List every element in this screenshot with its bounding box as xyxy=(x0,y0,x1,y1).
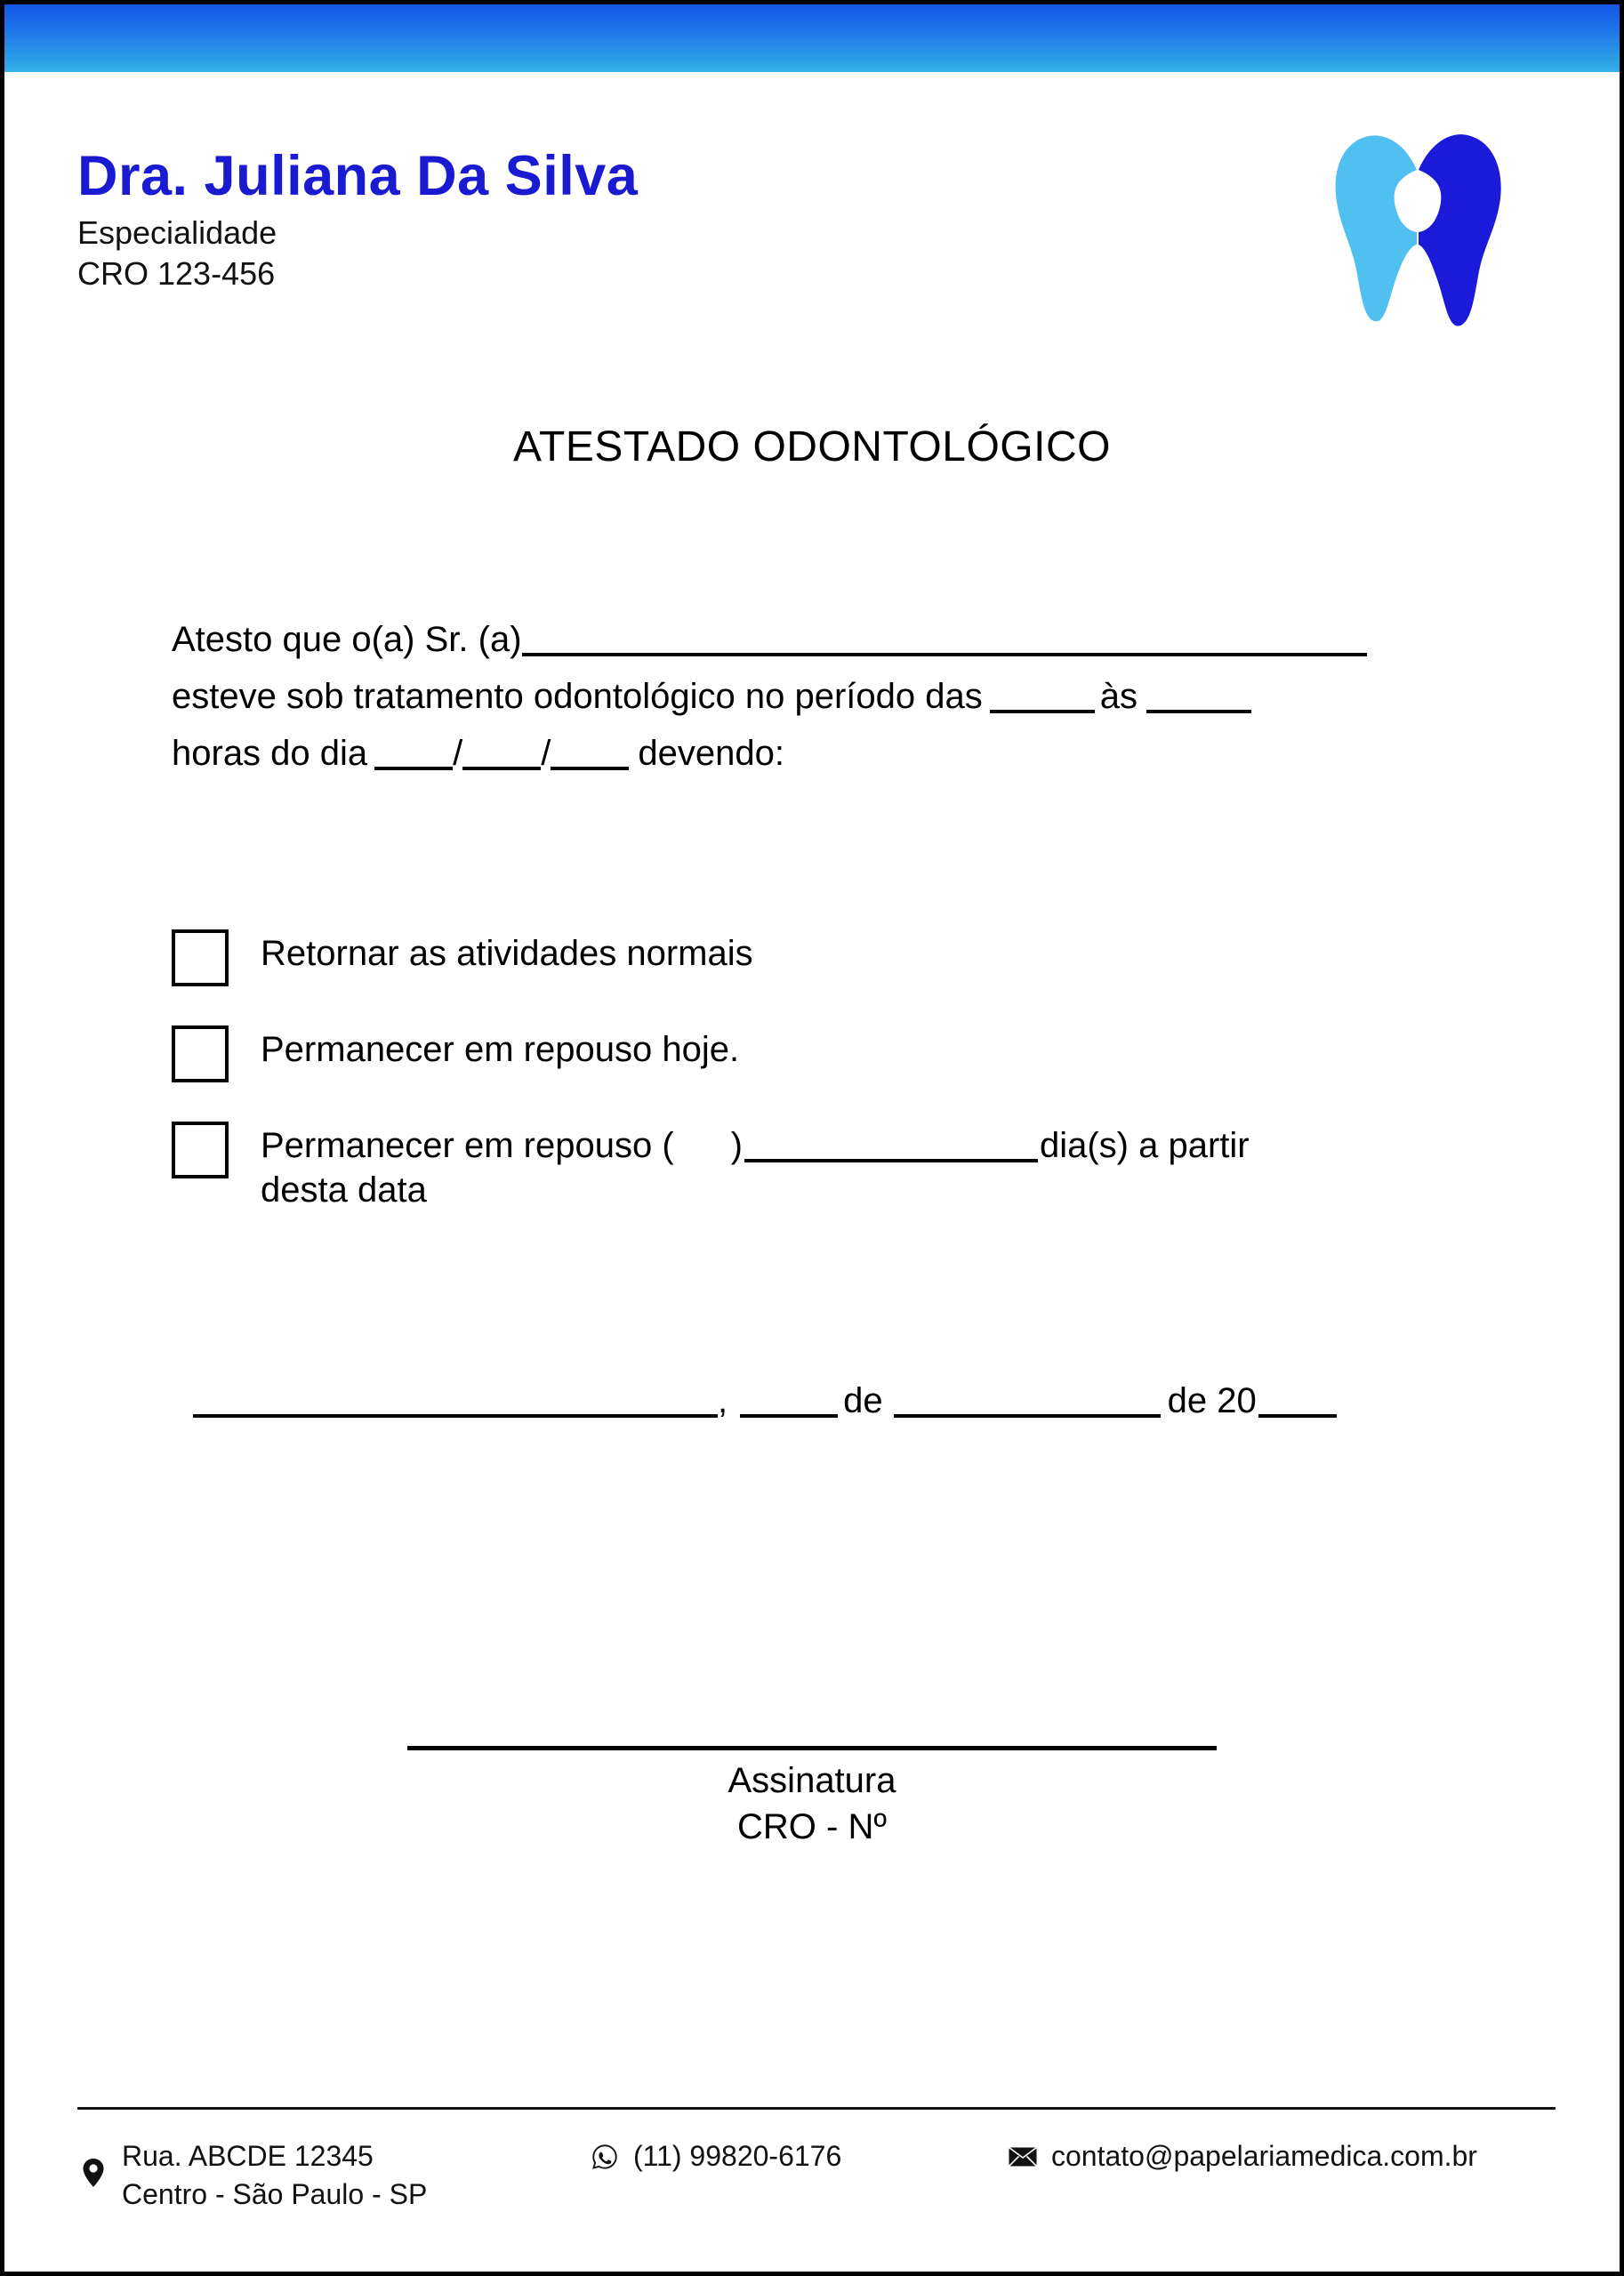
options-list xyxy=(172,921,1443,1243)
footer xyxy=(77,2137,1572,2214)
footer-address-line1: Rua. ABCDE 12345 xyxy=(122,2140,374,2172)
signature-line[interactable] xyxy=(407,1746,1217,1750)
date-separator-1: / xyxy=(453,734,463,773)
days-count-blank[interactable] xyxy=(744,1127,1038,1162)
date-de-1: de xyxy=(843,1381,883,1420)
footer-email-text: contato@papelariamedica.com.br xyxy=(1051,2140,1477,2172)
checkbox-repouso-dias[interactable] xyxy=(172,1122,229,1178)
option-repouso-hoje[interactable] xyxy=(172,1017,1443,1082)
day-blank[interactable] xyxy=(374,735,453,770)
body-line-patient xyxy=(172,611,1435,668)
document-title: ATESTADO ODONTOLÓGICO xyxy=(513,423,1111,470)
footer-email[interactable] xyxy=(1007,2137,1572,2175)
option-retornar-atividades[interactable] xyxy=(172,921,1443,986)
option-repouso-dias[interactable] xyxy=(172,1113,1443,1212)
whatsapp-icon xyxy=(589,2143,621,2170)
footer-divider xyxy=(77,2107,1556,2110)
footer-phone[interactable] xyxy=(589,2137,1007,2175)
option3-suffix-label: dia(s) a partir xyxy=(1039,1126,1250,1165)
option3-secondline-label: desta data xyxy=(261,1170,427,1210)
footer-address xyxy=(77,2137,589,2214)
body-line3-label: horas do dia xyxy=(172,734,368,773)
option-label-repouso-hoje: Permanecer em repouso hoje. xyxy=(261,1030,740,1069)
sign-day-blank[interactable] xyxy=(740,1382,838,1418)
start-time-blank[interactable] xyxy=(990,678,1095,713)
body-line3-suffix-label: devendo: xyxy=(638,734,784,773)
body-line2-label: esteve sob tratamento odontológico no período das xyxy=(172,677,983,716)
envelope-icon xyxy=(1007,2147,1039,2167)
year-blank[interactable] xyxy=(551,735,629,770)
option-label-retornar-atividades: Retornar as atividades normais xyxy=(261,934,753,973)
certificate-body xyxy=(172,611,1435,782)
footer-phone-text: (11) 99820-6176 xyxy=(633,2140,842,2172)
doctor-cro-number: CRO 123-456 xyxy=(77,255,276,293)
signature-label: Assinatura xyxy=(728,1761,896,1800)
option3-prefix-label: Permanecer em repouso ( xyxy=(261,1126,674,1165)
footer-address-text xyxy=(122,2137,427,2214)
end-time-blank[interactable] xyxy=(1146,678,1251,713)
city-blank[interactable] xyxy=(193,1382,718,1418)
doctor-specialty: Especialidade xyxy=(77,214,277,252)
date-year-prefix: 20 xyxy=(1217,1381,1257,1420)
tooth-icon xyxy=(1324,118,1511,332)
body-line-date xyxy=(172,725,1435,782)
body-line2-middle-label: às xyxy=(1099,677,1138,716)
checkbox-repouso-hoje[interactable] xyxy=(172,1025,229,1082)
doctor-name: Dra. Juliana Da Silva xyxy=(77,145,639,207)
sign-month-blank[interactable] xyxy=(894,1382,1161,1418)
footer-address-line2: Centro - São Paulo - SP xyxy=(122,2178,428,2210)
body-line1-label: Atesto que o(a) Sr. (a) xyxy=(172,620,522,659)
month-blank[interactable] xyxy=(462,735,541,770)
date-de-2: de xyxy=(1167,1381,1208,1420)
signature-cro-label: CRO - Nº xyxy=(737,1807,887,1846)
body-line-period xyxy=(172,668,1435,725)
option3-paren-close-label: ) xyxy=(730,1126,743,1165)
option-label-repouso-dias xyxy=(261,1113,1250,1212)
signature-block xyxy=(4,1746,1620,1850)
date-comma: , xyxy=(718,1381,728,1420)
top-banner xyxy=(4,4,1620,72)
letterhead-header xyxy=(77,147,1536,294)
signing-date-line xyxy=(193,1381,1456,1421)
location-pin-icon xyxy=(77,2159,109,2187)
date-separator-2: / xyxy=(541,734,551,773)
sign-year-blank[interactable] xyxy=(1258,1382,1337,1418)
patient-name-blank[interactable] xyxy=(522,621,1367,656)
checkbox-retornar-atividades[interactable] xyxy=(172,929,229,986)
